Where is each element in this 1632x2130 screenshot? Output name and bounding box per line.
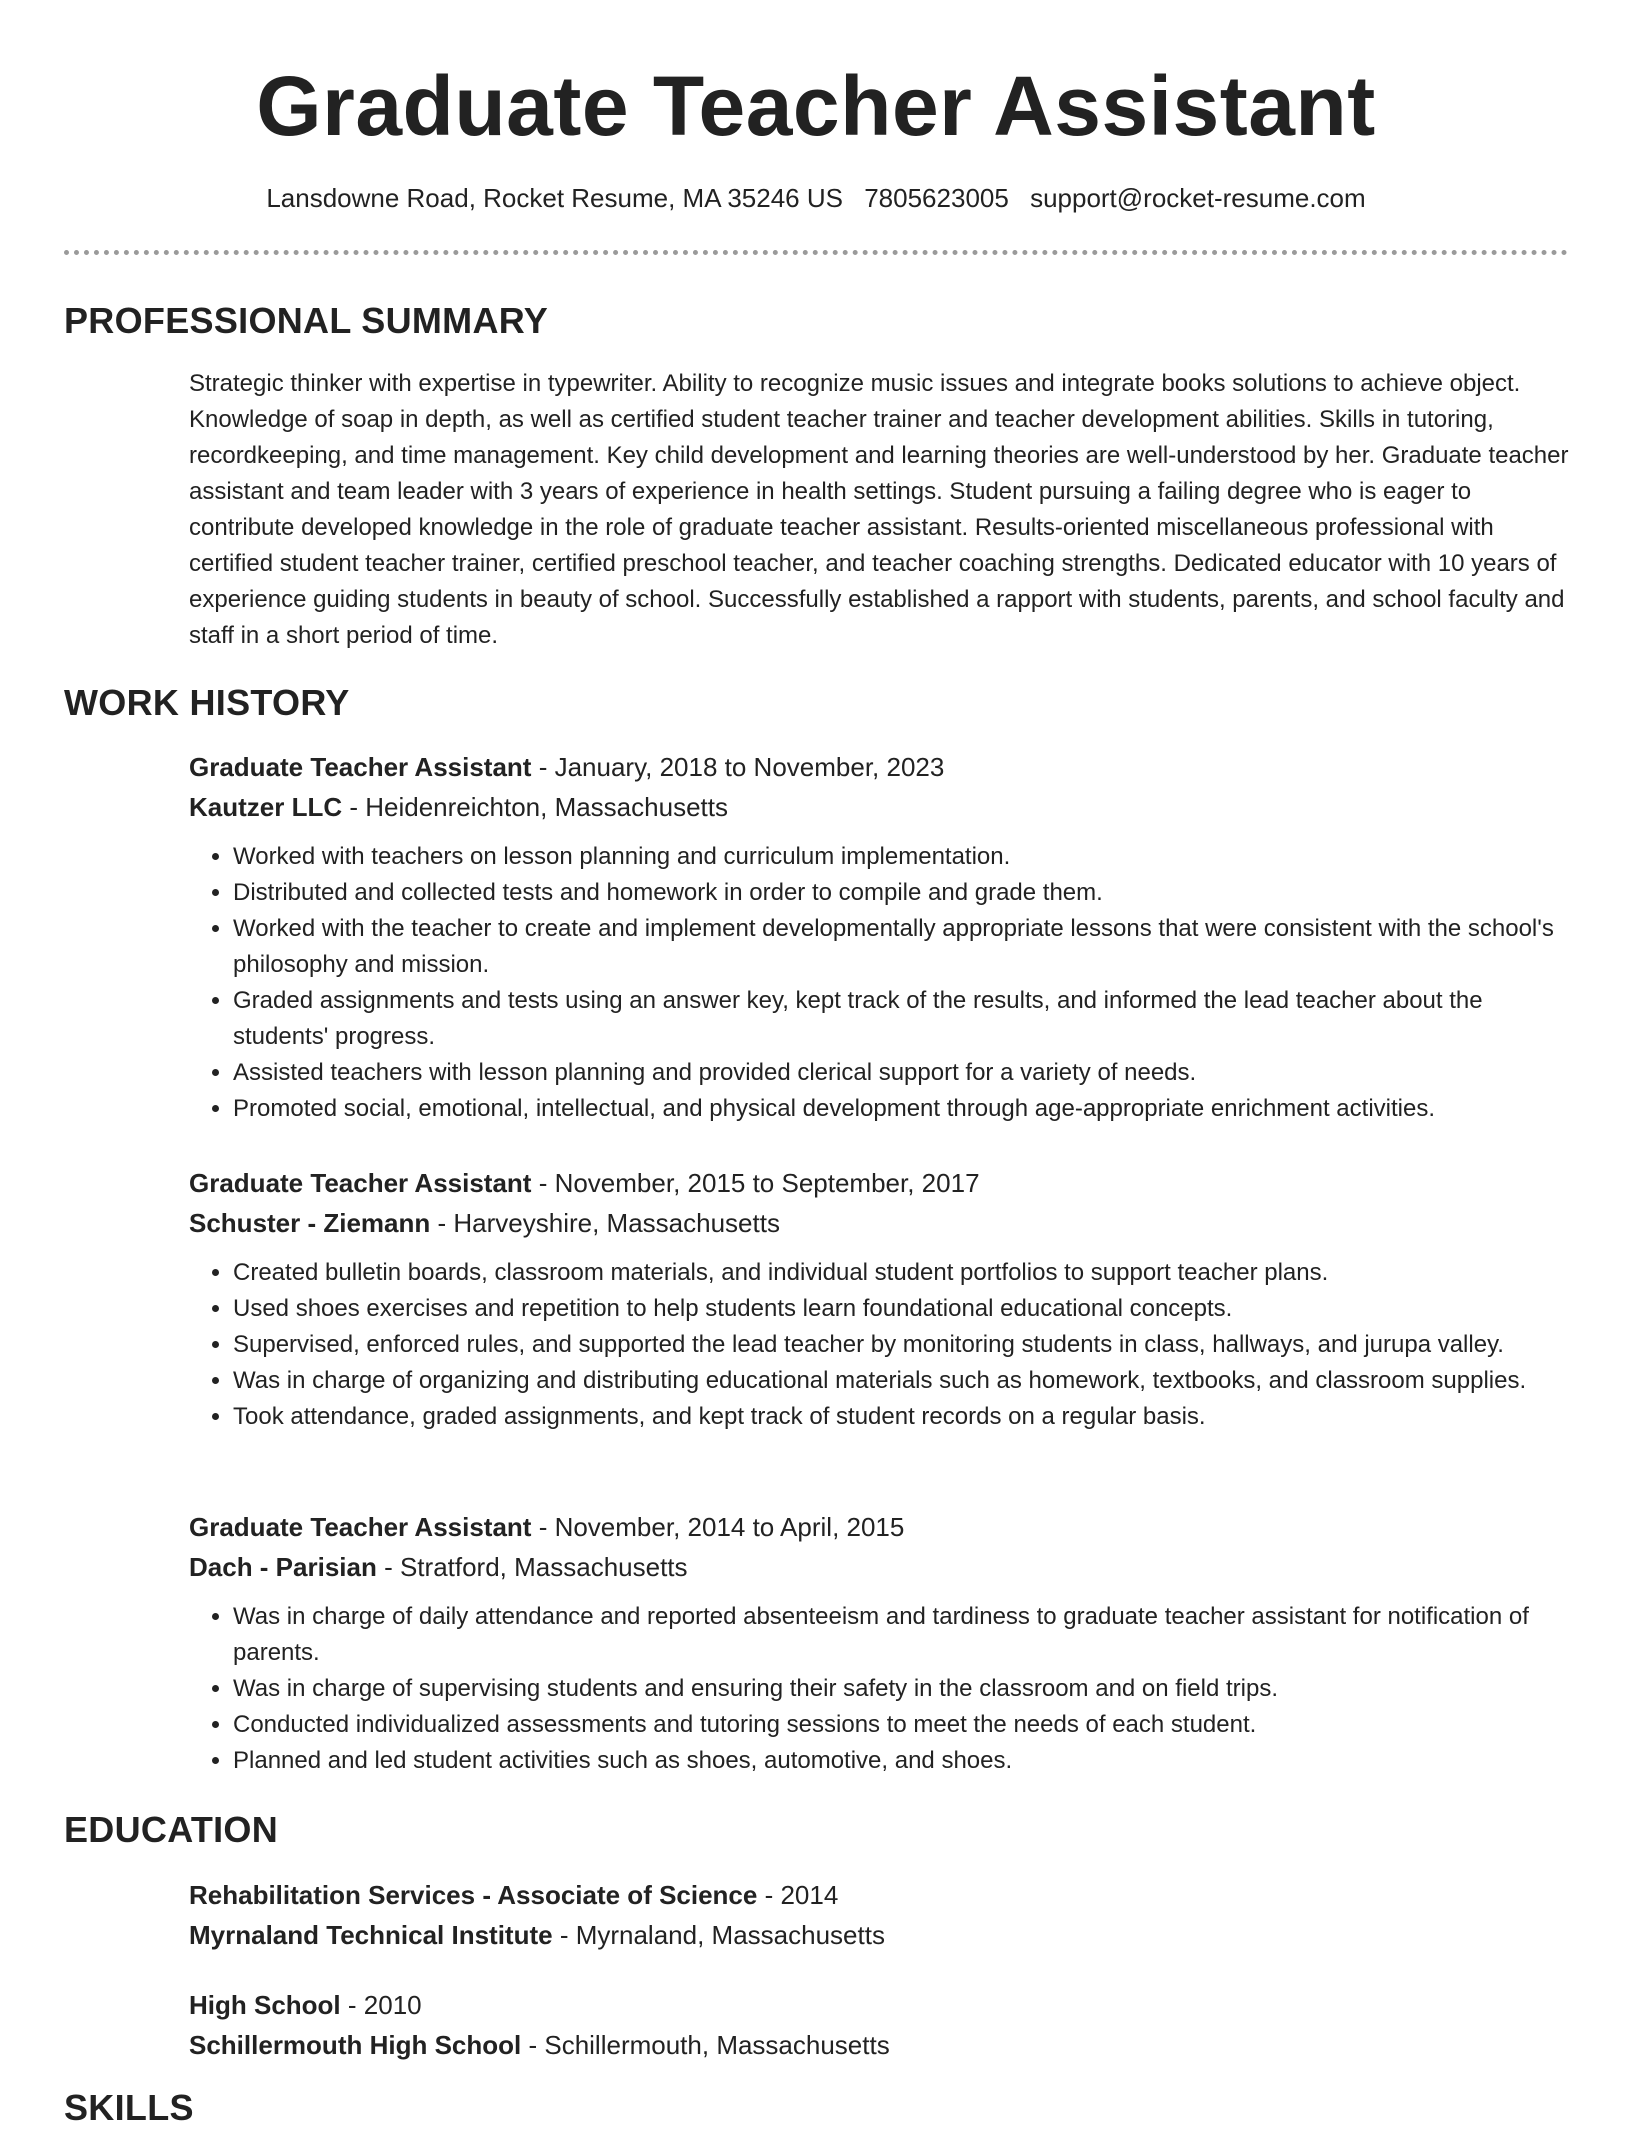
section-title-summary: PROFESSIONAL SUMMARY xyxy=(64,300,549,341)
job-company: Kautzer LLC xyxy=(189,792,343,822)
education-degree: High School xyxy=(189,1990,341,2020)
job-bullet: • Planned and led student activities such as shoes, automotive, and shoes. xyxy=(233,1743,1569,1779)
education-degree-line xyxy=(189,1875,1569,1915)
resume-name: Graduate Teacher Assistant xyxy=(256,59,1376,153)
job-company: Schuster - Ziemann xyxy=(189,1208,431,1238)
job-dates: - November, 2015 to September, 2017 xyxy=(531,1168,980,1198)
education-year: - 2010 xyxy=(340,1990,422,2020)
job-bullet: • Promoted social, emotional, intellectual, and physical development through age-appropriate enrichment activities. xyxy=(233,1091,1569,1127)
contact-line xyxy=(0,180,1632,216)
job-entry xyxy=(189,1507,1569,1779)
job-bullet: • Worked with the teacher to create and implement developmentally appropriate lessons that were consistent with the school's philosophy and mission. xyxy=(233,911,1569,983)
education-location: - Schillermouth, Massachusetts xyxy=(521,2030,890,2060)
job-bullet: • Was in charge of daily attendance and reported absenteeism and tardiness to graduate teacher assistant for notification of parents. xyxy=(233,1599,1569,1671)
job-dates: - January, 2018 to November, 2023 xyxy=(531,752,945,782)
education-school-line xyxy=(189,2025,1569,2065)
job-entry xyxy=(189,747,1569,1127)
job-entry xyxy=(189,1163,1569,1435)
contact-phone: 7805623005 xyxy=(864,183,1009,213)
job-bullet: • Worked with teachers on lesson planning and curriculum implementation. xyxy=(233,839,1569,875)
job-location: - Heidenreichton, Massachusetts xyxy=(342,792,728,822)
job-bullet: • Supervised, enforced rules, and supported the lead teacher by monitoring students in class, hallways, and jurupa valley. xyxy=(233,1327,1569,1363)
job-role: Graduate Teacher Assistant xyxy=(189,752,532,782)
contact-address: Lansdowne Road, Rocket Resume, MA 35246 US xyxy=(266,183,843,213)
education-year: - 2014 xyxy=(757,1880,839,1910)
education-entry xyxy=(189,1985,1569,2065)
job-bullet: • Created bulletin boards, classroom materials, and individual student portfolios to support teacher plans. xyxy=(233,1255,1569,1291)
education-degree-line xyxy=(189,1985,1569,2025)
section-title-work-history: WORK HISTORY xyxy=(64,682,350,723)
job-bullets xyxy=(189,839,1569,1127)
summary-text: Strategic thinker with expertise in typewriter. Ability to recognize music issues and integrate books solutions to achieve object. Knowledge of soap in depth, as well as certified student teacher trainer and teacher development abilities. Skills in tutoring, recordkeeping, and time management. Key child development and learning theories are well-understood by her. Graduate teacher assistant and team leader with 3 years of experience in health settings. Student pursuing a failing degree who is eager to contribute developed knowledge in the role of graduate teacher assistant. Results-oriented miscellaneous professional with certified student teacher trainer, certified preschool teacher, and teacher coaching strengths. Dedicated educator with 10 years of experience guiding students in beauty of school. Successfully established a rapport with students, parents, and school faculty and staff in a short period of time. xyxy=(189,370,1569,649)
education-school: Schillermouth High School xyxy=(189,2030,522,2060)
job-bullets xyxy=(189,1599,1569,1779)
job-role: Graduate Teacher Assistant xyxy=(189,1168,532,1198)
job-bullets xyxy=(189,1255,1569,1435)
education-school-line xyxy=(189,1915,1569,1955)
job-title-line xyxy=(189,1163,1569,1203)
section-title-skills: SKILLS xyxy=(64,2087,194,2128)
job-bullet: • Conducted individualized assessments and tutoring sessions to meet the needs of each student. xyxy=(233,1707,1569,1743)
job-role: Graduate Teacher Assistant xyxy=(189,1512,532,1542)
job-bullet: • Used shoes exercises and repetition to help students learn foundational educational concepts. xyxy=(233,1291,1569,1327)
education-degree: Rehabilitation Services - Associate of Science xyxy=(189,1880,758,1910)
job-bullet: • Took attendance, graded assignments, and kept track of student records on a regular basis. xyxy=(233,1399,1569,1435)
job-company-line xyxy=(189,787,1569,827)
job-location: - Stratford, Massachusetts xyxy=(376,1552,688,1582)
job-company-line xyxy=(189,1203,1569,1243)
job-title-line xyxy=(189,747,1569,787)
header-divider xyxy=(64,250,1568,255)
job-company: Dach - Parisian xyxy=(189,1552,377,1582)
job-company-line xyxy=(189,1547,1569,1587)
contact-email: support@rocket-resume.com xyxy=(1030,183,1366,213)
education-location: - Myrnaland, Massachusetts xyxy=(552,1920,885,1950)
job-location: - Harveyshire, Massachusetts xyxy=(430,1208,780,1238)
job-bullet: • Assisted teachers with lesson planning and provided clerical support for a variety of needs. xyxy=(233,1055,1569,1091)
job-bullet: • Distributed and collected tests and homework in order to compile and grade them. xyxy=(233,875,1569,911)
education-school: Myrnaland Technical Institute xyxy=(189,1920,553,1950)
job-bullet: • Was in charge of supervising students and ensuring their safety in the classroom and on field trips. xyxy=(233,1671,1569,1707)
job-bullet: • Was in charge of organizing and distributing educational materials such as homework, textbooks, and classroom supplies. xyxy=(233,1363,1569,1399)
job-bullet: • Graded assignments and tests using an answer key, kept track of the results, and informed the lead teacher about the students' progress. xyxy=(233,983,1569,1055)
education-entry xyxy=(189,1875,1569,1955)
job-dates: - November, 2014 to April, 2015 xyxy=(531,1512,905,1542)
job-title-line xyxy=(189,1507,1569,1547)
section-title-education: EDUCATION xyxy=(64,1809,279,1850)
